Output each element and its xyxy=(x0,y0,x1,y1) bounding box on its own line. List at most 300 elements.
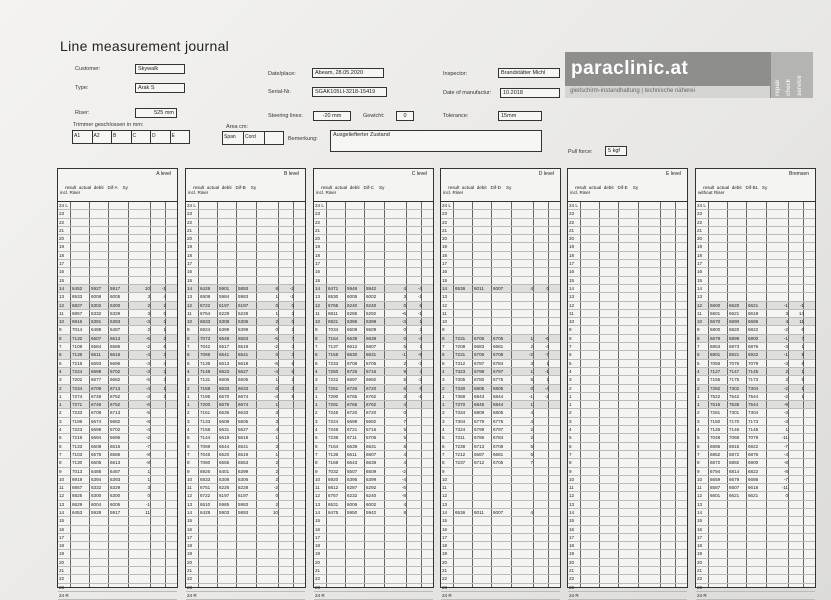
line-number: 10 xyxy=(315,319,321,325)
cell-value: 6544 xyxy=(219,443,230,449)
line-number: 9 xyxy=(697,468,700,474)
inspector-label: Inspector: xyxy=(443,71,468,77)
steering-field[interactable]: -20 mm xyxy=(313,111,351,121)
cell-value: 1 xyxy=(530,368,533,374)
line-number: 2 xyxy=(569,410,572,416)
table-row xyxy=(441,517,560,525)
pull-force-field[interactable]: 5 kgf xyxy=(605,146,627,156)
cell-value: 6292 xyxy=(366,485,377,491)
table-row xyxy=(696,434,815,442)
tolerance-field[interactable]: 15mm xyxy=(498,111,542,121)
line-number: 6 xyxy=(442,443,445,449)
column-headers: result actual debit Dif-E Sy incl. Riser xyxy=(570,185,639,195)
cell-value: 7130 xyxy=(72,460,83,466)
cell-value: 6007 xyxy=(493,509,504,515)
table-row xyxy=(186,418,305,426)
cell-value: 0 xyxy=(147,493,150,499)
manufacture-field[interactable]: 10.2018 xyxy=(500,88,560,98)
cell-value: 5 xyxy=(530,377,533,383)
cell-value: 1 xyxy=(147,468,150,474)
table-row xyxy=(696,293,815,301)
cell-value: 6607 xyxy=(91,335,102,341)
table-row xyxy=(58,443,177,451)
cell-value: 6876 xyxy=(748,344,759,350)
cell-value: 6308 xyxy=(219,319,230,325)
cell-value: 6586 xyxy=(110,344,121,350)
line-number: 13 xyxy=(315,294,321,300)
cell-value: 7281 xyxy=(710,410,721,416)
table-row xyxy=(696,202,815,210)
cell-value: 0 xyxy=(291,319,294,325)
table-row xyxy=(568,409,687,417)
table-row xyxy=(58,509,177,517)
cell-value: 6681 xyxy=(493,344,504,350)
cell-value: 6765 xyxy=(347,393,358,399)
table-row xyxy=(568,335,687,343)
table-row xyxy=(186,451,305,459)
table-row xyxy=(696,343,815,351)
line-number: 12 xyxy=(697,493,703,499)
table-row xyxy=(314,235,433,243)
cell-value: 6825 xyxy=(72,493,83,499)
cell-value: 6394 xyxy=(91,476,102,482)
cell-value: -5 xyxy=(401,485,406,491)
table-row xyxy=(186,550,305,558)
cell-value: 6587 xyxy=(710,485,721,491)
line-number: 12 xyxy=(315,302,321,308)
cell-value: 7 xyxy=(530,460,533,466)
line-number: 3 xyxy=(697,418,700,424)
area-cell[interactable]: Cord xyxy=(244,132,265,144)
cell-value: 6509 xyxy=(366,327,377,333)
line-number: 24 L xyxy=(569,203,578,208)
cell-value: 7231 xyxy=(455,352,466,358)
cell-value: 4 xyxy=(275,427,278,433)
cell-value: 1 xyxy=(546,377,549,383)
line-number: 9 xyxy=(315,468,318,474)
table-row xyxy=(58,459,177,467)
cell-value: 7136 xyxy=(72,352,83,358)
line-number: 3 xyxy=(315,418,318,424)
cell-value: 7234 xyxy=(72,385,83,391)
table-row xyxy=(568,368,687,376)
cell-value: 5983 xyxy=(238,501,249,507)
cell-value: -4 xyxy=(544,344,549,350)
line-number: 17 xyxy=(569,261,575,267)
line-number: 24 L xyxy=(697,203,706,208)
cell-value: 4 xyxy=(785,319,788,325)
line-number: 12 xyxy=(569,493,575,499)
cell-value: 7324 xyxy=(455,427,466,433)
cell-value: 6682 xyxy=(110,418,121,424)
table-row xyxy=(568,534,687,542)
line-number: 8 xyxy=(697,335,700,341)
table-row xyxy=(186,293,305,301)
cell-value: 6555 xyxy=(219,460,230,466)
line-number: 19 xyxy=(187,244,193,250)
trimmer-cell[interactable]: D xyxy=(151,131,171,143)
trimmer-cell[interactable]: C xyxy=(132,131,152,143)
remark-field[interactable]: Ausgeliefterter Zustand xyxy=(330,130,542,152)
table-row xyxy=(696,501,815,509)
line-number: 2 xyxy=(442,410,445,416)
cell-value: 7233 xyxy=(328,360,339,366)
cell-value: 6921 xyxy=(729,352,740,358)
trimmer-cell[interactable]: A1 xyxy=(73,131,93,143)
line-number: 8 xyxy=(315,460,318,466)
cell-value: -3 xyxy=(417,360,422,366)
cell-value: 6876 xyxy=(748,451,759,457)
table-row xyxy=(696,235,815,243)
line-number: 7 xyxy=(569,451,572,457)
cell-value: 3 xyxy=(291,352,294,358)
cell-value: 7135 xyxy=(200,360,211,366)
cell-value: -6 xyxy=(544,335,549,341)
cell-value: -1 xyxy=(401,352,406,358)
line-number: 4 xyxy=(315,427,318,433)
cell-value: 7302 xyxy=(729,385,740,391)
cell-value: 2 xyxy=(403,360,406,366)
cell-value: 6620 xyxy=(729,302,740,308)
cell-value: -8 xyxy=(145,460,150,466)
cell-value: 5893 xyxy=(238,285,249,291)
cell-value: 6833 xyxy=(200,476,211,482)
table-row xyxy=(186,376,305,384)
cell-value: -1 xyxy=(417,393,422,399)
level-table xyxy=(440,168,561,598)
table-row xyxy=(441,418,560,426)
line-number: 6 xyxy=(59,443,62,449)
table-row xyxy=(186,575,305,583)
cell-value: 7144 xyxy=(200,435,211,441)
weight-field[interactable]: 0 xyxy=(396,111,414,121)
table-row xyxy=(568,393,687,401)
cell-value: 4 xyxy=(403,460,406,466)
cell-value: 1 xyxy=(275,294,278,300)
cell-value: 6292 xyxy=(366,310,377,316)
cell-value: -4 xyxy=(417,285,422,291)
cell-value: 6705 xyxy=(493,460,504,466)
table-row xyxy=(58,542,177,550)
table-row xyxy=(186,302,305,310)
line-number: 10 xyxy=(59,476,65,482)
table-row xyxy=(441,592,560,600)
cell-value: 7245 xyxy=(328,410,339,416)
table-row xyxy=(696,219,815,227)
cell-value: 7158 xyxy=(200,427,211,433)
cell-value: 6005 xyxy=(110,294,121,300)
cell-value: 1 xyxy=(147,476,150,482)
table-row xyxy=(186,542,305,550)
cell-value: 6922 xyxy=(748,443,759,449)
cell-value: 3 xyxy=(147,294,150,300)
table-row xyxy=(314,517,433,525)
cell-value: 6643 xyxy=(347,460,358,466)
line-number: 23 xyxy=(315,584,321,590)
cell-value: 6519 xyxy=(238,451,249,457)
cell-value: 5 xyxy=(801,377,804,383)
cell-value: 7155 xyxy=(328,352,339,358)
table-row xyxy=(441,335,560,343)
line-number: 16 xyxy=(59,526,65,532)
table-row xyxy=(441,385,560,393)
cell-value: 7148 xyxy=(200,368,211,374)
cell-value: 6608 xyxy=(219,418,230,424)
cell-value: 7544 xyxy=(748,393,759,399)
cell-value: 7246 xyxy=(328,427,339,433)
cell-value: 6766 xyxy=(347,402,358,408)
table-row xyxy=(314,559,433,567)
cell-value: 3 xyxy=(291,385,294,391)
line-number: 13 xyxy=(187,501,193,507)
cell-value: 0 xyxy=(291,302,294,308)
line-number: 9 xyxy=(569,468,572,474)
line-number: 17 xyxy=(187,534,193,540)
cell-value: 7515 xyxy=(710,402,721,408)
line-number: 2 xyxy=(187,410,190,416)
cell-value: 6627 xyxy=(238,427,249,433)
line-number: 16 xyxy=(569,526,575,532)
cell-value: -2 xyxy=(145,344,150,350)
table-row xyxy=(186,459,305,467)
cell-value: 6713 xyxy=(474,443,485,449)
line-number: 8 xyxy=(187,460,190,466)
line-number: 18 xyxy=(569,543,575,549)
cell-value: 5 xyxy=(291,393,294,399)
cell-value: -1 xyxy=(544,368,549,374)
cell-value: 7542 xyxy=(729,393,740,399)
line-number: 19 xyxy=(569,244,575,250)
cell-value: 6722 xyxy=(200,493,211,499)
line-number: 5 xyxy=(315,360,318,366)
line-number: 12 xyxy=(187,302,193,308)
cell-value: 6606 xyxy=(219,377,230,383)
line-number: 18 xyxy=(59,252,65,258)
cell-value: 6613 xyxy=(110,460,121,466)
table-row xyxy=(441,310,560,318)
table-row xyxy=(186,310,305,318)
table-row xyxy=(58,426,177,434)
line-number: 10 xyxy=(59,319,65,325)
cell-value: 7304 xyxy=(748,410,759,416)
date-field[interactable]: Abeam, 28.05.2020 xyxy=(312,68,384,78)
table-row xyxy=(58,575,177,583)
cell-value: 6805 xyxy=(474,385,485,391)
line-number: 14 xyxy=(569,285,575,291)
cell-value: 7164 xyxy=(328,443,339,449)
cell-value: 5901 xyxy=(219,285,230,291)
cell-value: 6300 xyxy=(110,302,121,308)
table-row xyxy=(58,409,177,417)
line-number: 14 xyxy=(569,509,575,515)
line-number: 15 xyxy=(569,277,575,283)
table-row xyxy=(186,202,305,210)
pull-force-label: Pull force: xyxy=(568,149,593,155)
line-number: 13 xyxy=(569,501,575,507)
cell-value: 7222 xyxy=(328,377,339,383)
table-row xyxy=(314,526,433,534)
table-row xyxy=(441,542,560,550)
cell-value: 6797 xyxy=(493,427,504,433)
cell-value: 6197 xyxy=(238,302,249,308)
line-number: 18 xyxy=(315,252,321,258)
cell-value: 7045 xyxy=(200,451,211,457)
line-number: 23 xyxy=(442,211,448,217)
cell-value: 6005 xyxy=(347,294,358,300)
line-number: 20 xyxy=(569,236,575,242)
cell-value: 3 xyxy=(163,377,166,383)
cell-value: -2 xyxy=(544,393,549,399)
line-number: 10 xyxy=(697,476,703,482)
cell-value: 6531 xyxy=(328,501,339,507)
table-row xyxy=(314,534,433,542)
cell-value: 6607 xyxy=(366,451,377,457)
cell-value: 7076 xyxy=(729,360,740,366)
cell-value: 8 xyxy=(403,509,406,515)
cell-value: 6698 xyxy=(91,427,102,433)
riser-field[interactable]: 525 mm xyxy=(135,108,177,118)
table-row xyxy=(186,235,305,243)
line-number: 5 xyxy=(569,360,572,366)
cell-value: 6613 xyxy=(219,360,230,366)
line-number: 22 xyxy=(442,219,448,225)
line-number: 18 xyxy=(569,252,575,258)
trimmer-cell[interactable]: E xyxy=(171,131,191,143)
cell-value: 6805 xyxy=(493,385,504,391)
cell-value: 6699 xyxy=(347,418,358,424)
cell-value: 6749 xyxy=(91,393,102,399)
cell-value: -2 xyxy=(783,327,788,333)
trimmer-cell[interactable]: B xyxy=(112,131,132,143)
logo-tagline: gleitschirm-instandhaltung | technische näherei xyxy=(565,86,770,98)
line-number: 11 xyxy=(697,310,702,316)
cell-value: 6922 xyxy=(748,352,759,358)
cell-value: 6286 xyxy=(347,310,358,316)
inspector-field[interactable]: Brandstätter Michl xyxy=(498,68,560,78)
cell-value: 6586 xyxy=(110,451,121,457)
cell-value: 6692 xyxy=(366,418,377,424)
line-number: 21 xyxy=(697,227,703,233)
cell-value: 7048 xyxy=(710,435,721,441)
cell-value: 7032 xyxy=(328,468,339,474)
table-row xyxy=(696,517,815,525)
cell-value: 6011 xyxy=(474,509,484,515)
table-row xyxy=(58,385,177,393)
table-row xyxy=(696,459,815,467)
trimmer-cell[interactable]: A2 xyxy=(93,131,113,143)
table-row xyxy=(58,343,177,351)
cell-value: 6686 xyxy=(748,319,759,325)
cell-value: -7 xyxy=(145,443,150,449)
line-number: 2 xyxy=(315,410,318,416)
line-number: 4 xyxy=(442,368,445,374)
cell-value: -8 xyxy=(145,451,150,457)
cell-value: 8 xyxy=(801,360,804,366)
table-row xyxy=(696,285,815,293)
customer-field[interactable]: Skywalk xyxy=(135,64,185,74)
table-row xyxy=(186,592,305,600)
cell-value: 3 xyxy=(163,368,166,374)
line-number: 14 xyxy=(59,509,65,515)
table-row xyxy=(696,368,815,376)
line-number: 10 xyxy=(442,476,448,482)
cell-value: 6605 xyxy=(238,377,249,383)
cell-value: 6399 xyxy=(366,319,377,325)
line-number: 13 xyxy=(697,294,703,300)
cell-value: 6713 xyxy=(110,385,121,391)
table-row xyxy=(441,426,560,434)
cell-value: 6541 xyxy=(238,443,249,449)
table-row xyxy=(441,501,560,509)
cell-value: 11 xyxy=(145,509,150,515)
line-number: 15 xyxy=(315,277,321,283)
cell-value: 7224 xyxy=(328,418,339,424)
cell-value: 6697 xyxy=(347,377,358,383)
area-cell[interactable]: Span xyxy=(223,132,244,144)
line-number: 22 xyxy=(569,219,575,225)
serial-field[interactable]: SGAK105LI-3218-15419 xyxy=(312,87,387,97)
cell-value: 5985 xyxy=(219,501,230,507)
cell-value: 6872 xyxy=(710,460,721,466)
cell-value: 6 xyxy=(291,368,294,374)
line-number: 7 xyxy=(315,451,318,457)
cell-value: 2 xyxy=(275,476,278,482)
line-number: 1 xyxy=(59,393,62,399)
table-row xyxy=(314,227,433,235)
cell-value: 6600 xyxy=(710,302,721,308)
cell-value: 6690 xyxy=(729,319,740,325)
line-number: 22 xyxy=(442,576,448,582)
cell-value: 6399 xyxy=(366,476,377,482)
level-table xyxy=(57,168,178,598)
table-row xyxy=(58,468,177,476)
trimmer-cells xyxy=(72,130,190,144)
cell-value: 1 xyxy=(801,368,804,374)
cell-value: 6633 xyxy=(238,410,249,416)
line-number: 12 xyxy=(59,302,65,308)
cell-value: 6692 xyxy=(366,377,377,383)
line-number: 18 xyxy=(59,543,65,549)
line-number: 15 xyxy=(187,277,193,283)
cell-value: 6008 xyxy=(91,294,102,300)
cell-value: 6232 xyxy=(347,493,358,499)
cell-value: 6509 xyxy=(200,294,211,300)
line-number: 2 xyxy=(442,385,445,391)
cell-value: 3 xyxy=(291,344,294,350)
cell-value: 7219 xyxy=(72,435,83,441)
cell-value: -1 xyxy=(783,302,788,308)
steering-label: Steering lines: xyxy=(268,113,303,119)
table-row xyxy=(696,310,815,318)
cell-value: 6709 xyxy=(91,385,102,391)
line-number: 4 xyxy=(59,427,62,433)
line-number: 14 xyxy=(697,285,703,291)
cell-value: -8 xyxy=(783,468,788,474)
cell-value: 6751 xyxy=(200,485,211,491)
line-number: 8 xyxy=(59,335,62,341)
cell-value: 6799 xyxy=(474,427,485,433)
cell-value: 6786 xyxy=(474,435,485,441)
cell-value: 6686 xyxy=(748,476,759,482)
cell-value: -6 xyxy=(401,310,406,316)
cell-value: -11 xyxy=(781,485,788,491)
cell-value: 6779 xyxy=(474,418,485,424)
cell-value: 6716 xyxy=(366,368,377,374)
type-field[interactable]: Arak S xyxy=(135,83,185,93)
table-row xyxy=(568,219,687,227)
cell-value: 6798 xyxy=(474,368,485,374)
cell-value: 4 xyxy=(530,285,533,291)
